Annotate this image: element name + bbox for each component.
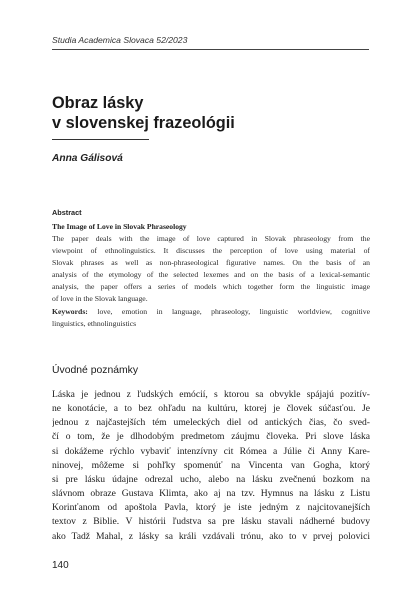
abstract-line: of love in the Slovak language. xyxy=(52,294,148,304)
abstract-subtitle: The Image of Love in Slovak Phraseology xyxy=(52,222,187,231)
abstract-line: The paper deals with the image of love captured in Slovak phraseology from the xyxy=(52,234,370,243)
keywords-text: love, emotion in language, phraseology, linguistic worldview, cognitive xyxy=(87,306,370,316)
abstract-heading: Abstract xyxy=(52,208,82,217)
header-rule xyxy=(52,49,369,50)
title-rule xyxy=(52,139,149,140)
article-title-line-2: v slovenskej frazeológii xyxy=(52,114,235,132)
body-line: textov z Biblie. V histórii ľudstva sa pre lásku stavali nádherné budovy xyxy=(52,516,370,528)
keywords-line: linguistics, ethnolinguistics xyxy=(52,318,137,328)
journal-header: Studia Academica Slovaca 52/2023 xyxy=(52,35,188,45)
article-title xyxy=(52,93,372,133)
body-line: ako Tadž Mahal, z lásky sa králi vzdávali trónu, ako to v prvej polovici xyxy=(52,530,370,542)
keywords-label: Keywords: xyxy=(52,306,88,316)
section-heading: Úvodné poznámky xyxy=(52,365,139,376)
body-line: si dokážeme rýchlo vybaviť intenzívny cit Rómea a Júlie či Anny Kare- xyxy=(52,445,370,457)
abstract-line: analysis of the etymology of the selected lexemes and on the basis of a lexical-semantic xyxy=(52,270,370,280)
page-number: 140 xyxy=(52,560,69,571)
abstract-line: Slovak phrases as well as non-phraseological figurative names. On the basis of an xyxy=(52,258,370,268)
body-line: jednou z najčastejších tém umeleckých diel od antických čias, čo sved- xyxy=(52,417,370,429)
body-line: čí o tom, že je dlhodobým predmetom záujmu človeka. Pri slove láska xyxy=(52,431,370,443)
body-line: si pre lásku údajne odrezal ucho, alebo na lásku zvečnenú bozkom na xyxy=(52,473,370,485)
body-line: Korinťanom od apoštola Pavla, ktorý je iste jedným z najcitovanejších xyxy=(52,502,370,514)
body-line: ne konotácie, a to bez ohľadu na kultúru, ktorej je človek súčasťou. Je xyxy=(52,403,370,415)
body-line: slávnom obraze Gustava Klimta, ako aj na tzv. Hymnus na lásku z Listu xyxy=(52,488,370,500)
body-text xyxy=(52,388,370,544)
abstract-line: analysis, the paper offers a series of models which together form the linguistic image xyxy=(52,282,370,292)
article-title-line-1: Obraz lásky xyxy=(52,94,144,112)
body-line: ninovej, môžeme si pohľky spomenúť na Vincenta van Gogha, ktorý xyxy=(52,459,370,471)
abstract-body xyxy=(52,233,370,330)
abstract-line: viewpoint of ethnolinguistics. It discusses the perception of love using material of xyxy=(52,246,370,256)
body-line: Láska je jednou z ľudských emócií, s ktorou sa obvykle spájajú pozitív- xyxy=(52,389,370,400)
keywords-line xyxy=(52,306,370,318)
author-name: Anna Gálisová xyxy=(52,153,123,164)
